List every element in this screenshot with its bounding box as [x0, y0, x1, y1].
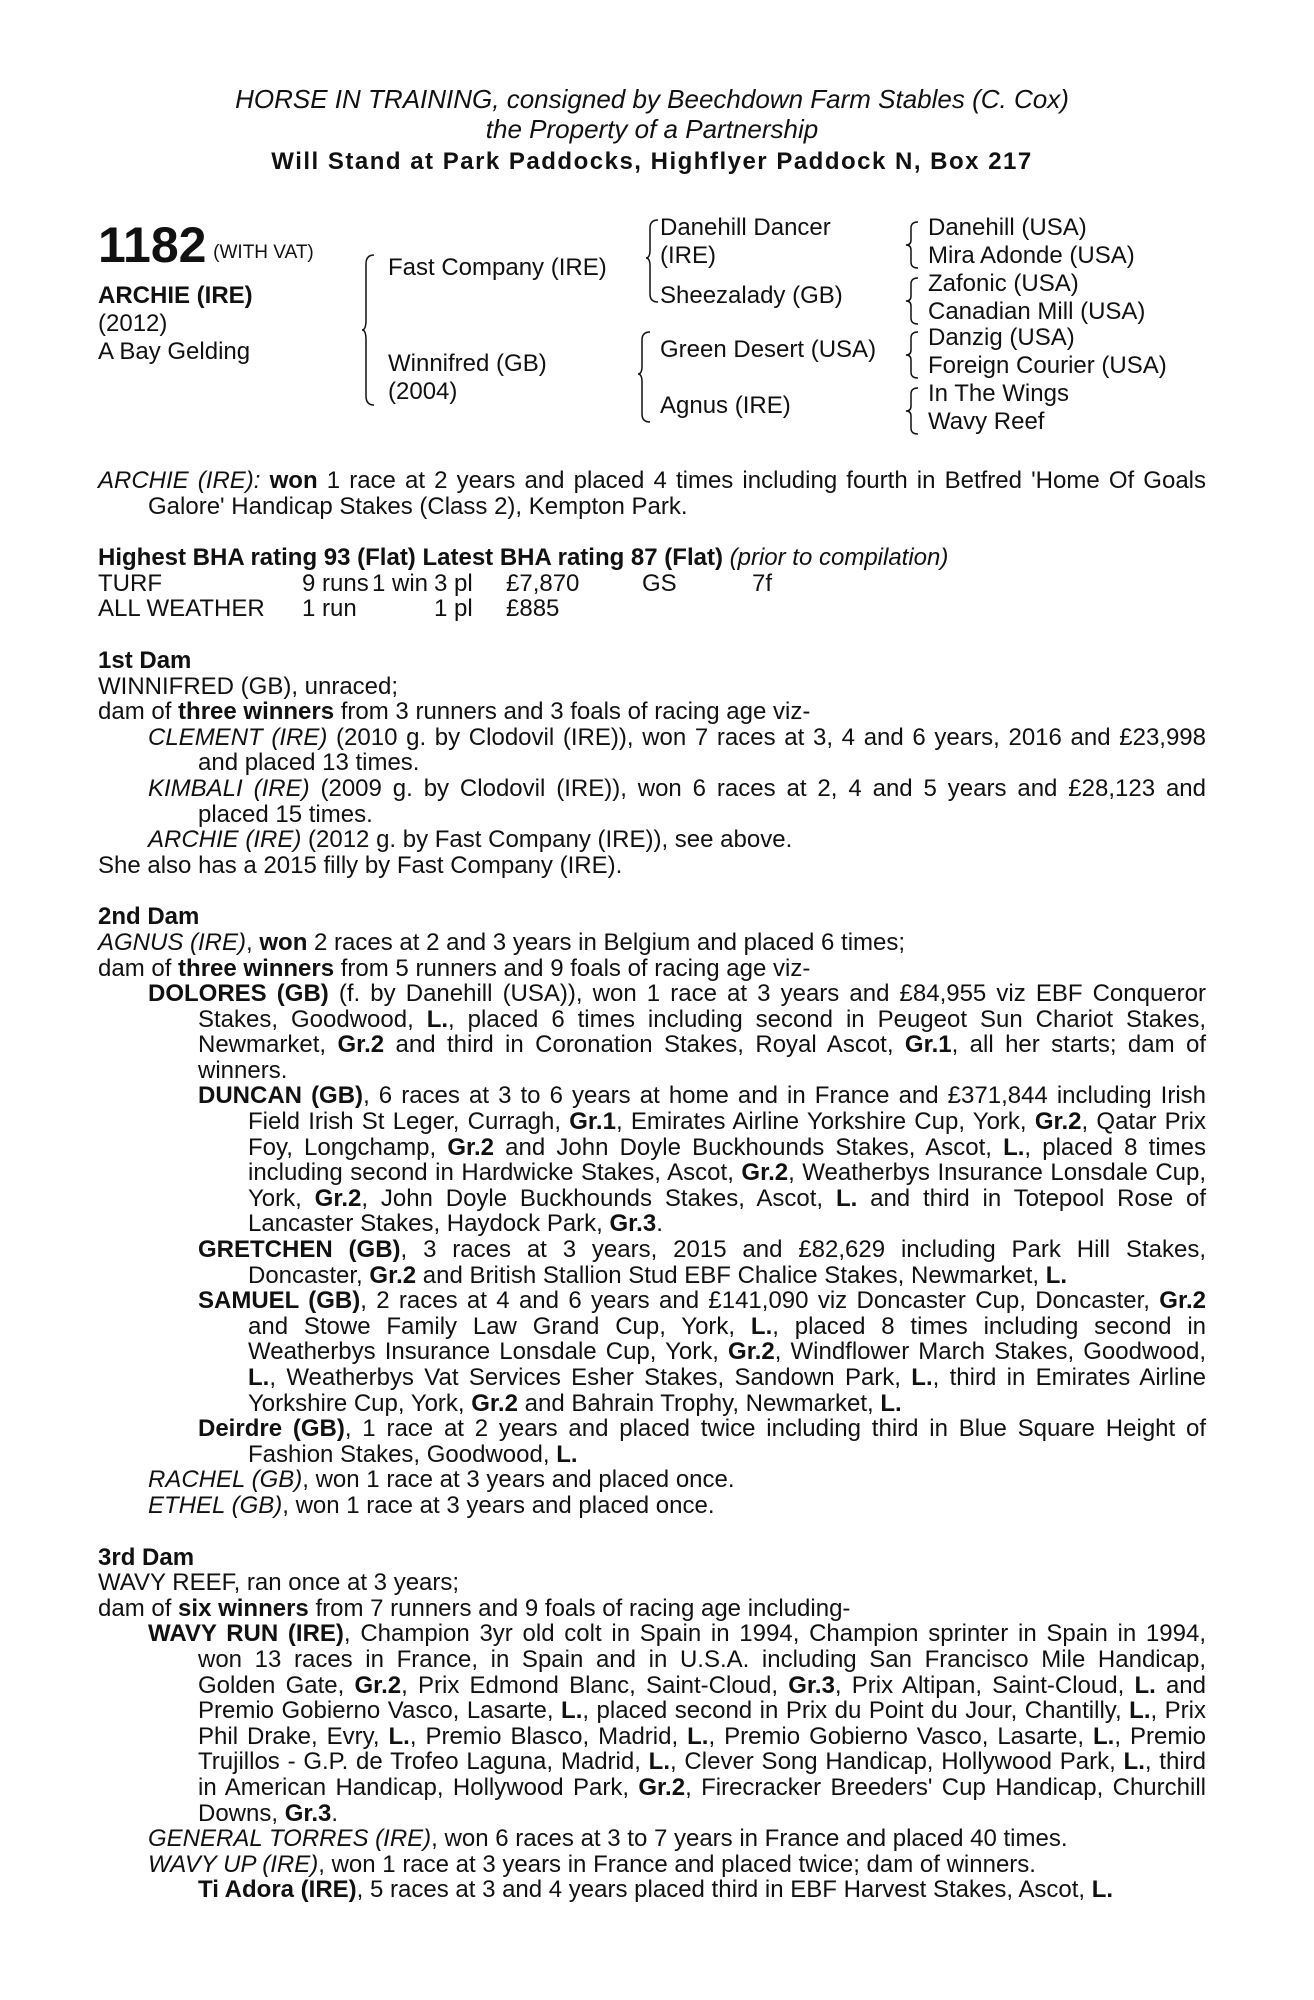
pedigree-ggs-3: Danzig (USA) — [928, 324, 1075, 351]
table-row: TURF 9 runs 1 win 3 pl £7,870 GS 7f — [98, 569, 773, 597]
list-item: DOLORES (GB) (f. by Danehill (USA)), won 1 race at 3 years and £84,955 viz EBF Conqueror Stakes, Goodwood, L., placed 6 times including second in Peugeot Sun Chariot Stakes, Newmarket, Gr.2 and third in Coronation Stakes, Royal Ascot, Gr.1, all her starts; dam of winners. — [148, 980, 1207, 1084]
first-dam-section — [98, 648, 1206, 878]
horse-year: (2012) — [98, 310, 168, 337]
ratings-block — [98, 545, 1206, 622]
property-line: the Property of a Partnership — [485, 114, 819, 144]
list-item: RACHEL (GB), won 1 race at 3 years and placed once. — [148, 1466, 735, 1494]
pedigree-dam-sire: Green Desert (USA) — [660, 336, 877, 363]
pedigree-brace — [906, 330, 920, 380]
pedigree-dam-year: (2004) — [388, 378, 458, 405]
pedigree-brace — [638, 330, 652, 430]
pedigree-ggd-4: Wavy Reef — [928, 408, 1045, 435]
list-item: WAVY UP (IRE), won 1 race at 3 years in France and placed twice; dam of winners. — [148, 1850, 1036, 1878]
list-item: KIMBALI (IRE) (2009 g. by Clodovil (IRE)), won 6 races at 2, 4 and 5 years and £28,123 and placed 15 times. — [148, 774, 1207, 828]
vat-note: (WITH VAT) — [213, 242, 314, 263]
dam-produce-summary: dam of three winners from 3 runners and 3 foals of racing age viz- — [98, 698, 811, 726]
pedigree-ggd-1: Mira Adonde (USA) — [928, 242, 1135, 269]
pedigree-brace — [906, 386, 920, 436]
pedigree-brace — [906, 276, 920, 326]
pedigree-ggd-3: Foreign Courier (USA) — [928, 352, 1167, 379]
ratings-heading: Highest BHA rating 93 (Flat) Latest BHA rating 87 (Flat) (prior to compilation) — [98, 544, 949, 572]
pedigree-sire: Fast Company (IRE) — [388, 254, 607, 281]
dam-produce-summary: dam of six winners from 7 runners and 9 foals of racing age including- — [98, 1594, 851, 1622]
pedigree-ggd-2: Canadian Mill (USA) — [928, 298, 1146, 325]
pedigree-brace — [906, 220, 920, 270]
list-item: ARCHIE (IRE) (2012 g. by Fast Company (IRE)), see above. — [148, 826, 793, 854]
list-item: ETHEL (GB), won 1 race at 3 years and placed once. — [148, 1491, 715, 1519]
second-dam-section — [98, 904, 1206, 1518]
list-item: Ti Adora (IRE), 5 races at 3 and 4 years placed third in EBF Harvest Stakes, Ascot, L. — [198, 1876, 1114, 1904]
lot-number: 1182 — [98, 217, 207, 273]
list-item: SAMUEL (GB), 2 races at 4 and 6 years and £141,090 viz Doncaster Cup, Doncaster, Gr.2 and Stowe Family Law Grand Cup, York, L., placed 8 times including second in Weatherbys Insurance Lonsdale Cup, York, Gr.2, Windflower March Stakes, Goodwood, L., Weatherbys Vat Services Esher Stakes, Sandown Park, L., third in Emirates Airline Yorkshire Cup, York, Gr.2 and Bahrain Trophy, Newmarket, L. — [198, 1287, 1207, 1417]
list-item: CLEMENT (IRE) (2010 g. by Clodovil (IRE)), won 7 races at 3, 4 and 6 years, 2016 and £23,998 and placed 13 times. — [148, 723, 1207, 777]
list-item: GENERAL TORRES (IRE), won 6 races at 3 to 7 years in France and placed 40 times. — [148, 1825, 1068, 1853]
section-heading: 3rd Dam — [98, 1543, 195, 1571]
dam-produce-summary: dam of three winners from 5 runners and 9 foals of racing age viz- — [98, 954, 811, 982]
dam-intro: AGNUS (IRE), won 2 races at 2 and 3 years in Belgium and placed 6 times; — [98, 928, 906, 956]
stand-location: Will Stand at Park Paddocks, Highflyer Paddock N, Box 217 — [271, 148, 1033, 175]
horse-name: ARCHIE (IRE) — [98, 282, 253, 309]
pedigree-ggs-1: Danehill (USA) — [928, 214, 1087, 241]
consignor-line: HORSE IN TRAINING, consigned by Beechdown Farm Stables (C. Cox) — [235, 84, 1069, 114]
pedigree-dam: Winnifred (GB) — [388, 350, 547, 377]
race-summary: ARCHIE (IRE): won 1 race at 2 years and placed 4 times including fourth in Betfred 'Home Of Goals Galore' Handicap Stakes (Class 2), Kempton Park. — [98, 467, 1206, 520]
table-row: ALL WEATHER 1 run 1 pl £885 — [98, 595, 560, 623]
dam-note: She also has a 2015 filly by Fast Company (IRE). — [98, 851, 623, 879]
pedigree-dam-dam: Agnus (IRE) — [660, 392, 791, 419]
pedigree-sire-sire: Danehill Dancer — [660, 214, 831, 241]
pedigree-block — [98, 214, 1206, 464]
pedigree-brace — [362, 254, 376, 406]
ratings-table — [98, 571, 772, 622]
lot-number-line — [98, 218, 314, 272]
dam-intro: WINNIFRED (GB), unraced; — [98, 672, 399, 700]
pedigree-sire-sire-country: (IRE) — [660, 242, 716, 269]
horse-description: A Bay Gelding — [98, 338, 251, 365]
section-heading: 1st Dam — [98, 646, 192, 674]
pedigree-brace — [646, 214, 660, 314]
list-item: DUNCAN (GB), 6 races at 3 to 6 years at home and in France and £371,844 including Irish Field Irish St Leger, Curragh, Gr.1, Emirates Airline Yorkshire Cup, York, Gr.2, Qatar Prix Foy, Longchamp, Gr.2 and John Doyle Buckhounds Stakes, Ascot, L., placed 8 times including second in Hardwicke Stakes, Ascot, Gr.2, Weatherbys Insurance Lonsdale Cup, York, Gr.2, John Doyle Buckhounds Stakes, Ascot, L. and third in Totepool Rose of Lancaster Stakes, Haydock Park, Gr.3. — [198, 1082, 1207, 1238]
dam-intro: WAVY REEF, ran once at 3 years; — [98, 1569, 460, 1597]
list-item: Deirdre (GB), 1 race at 2 years and placed twice including third in Blue Square Height of Fashion Stakes, Goodwood, L. — [198, 1415, 1207, 1468]
section-heading: 2nd Dam — [98, 903, 200, 931]
catalogue-page — [98, 84, 1206, 1903]
pedigree-ggs-4: In The Wings — [928, 380, 1069, 407]
third-dam-section — [98, 1545, 1206, 1903]
pedigree-sire-dam: Sheezalady (GB) — [660, 282, 843, 309]
list-item: WAVY RUN (IRE), Champion 3yr old colt in Spain in 1994, Champion sprinter in Spain in 1994, won 13 races in France, in Spain and in U.S.A. including San Francisco Mile Handicap, Golden Gate, Gr.2, Prix Edmond Blanc, Saint-Cloud, Gr.3, Prix Altipan, Saint-Cloud, L. and Premio Gobierno Vasco, Lasarte, L., placed second in Prix du Point du Jour, Chantilly, L., Prix Phil Drake, Evry, L., Premio Blasco, Madrid, L., Premio Gobierno Vasco, Lasarte, L., Premio Trujillos - G.P. de Trofeo Laguna, Madrid, L., Clever Song Handicap, Hollywood Park, L., third in American Handicap, Hollywood Park, Gr.2, Firecracker Breeders' Cup Handicap, Churchill Downs, Gr.3. — [148, 1620, 1206, 1827]
pedigree-ggs-2: Zafonic (USA) — [928, 270, 1079, 297]
list-item: GRETCHEN (GB), 3 races at 3 years, 2015 and £82,629 including Park Hill Stakes, Doncaster, Gr.2 and British Stallion Stud EBF Chalice Stakes, Newmarket, L. — [198, 1236, 1206, 1289]
